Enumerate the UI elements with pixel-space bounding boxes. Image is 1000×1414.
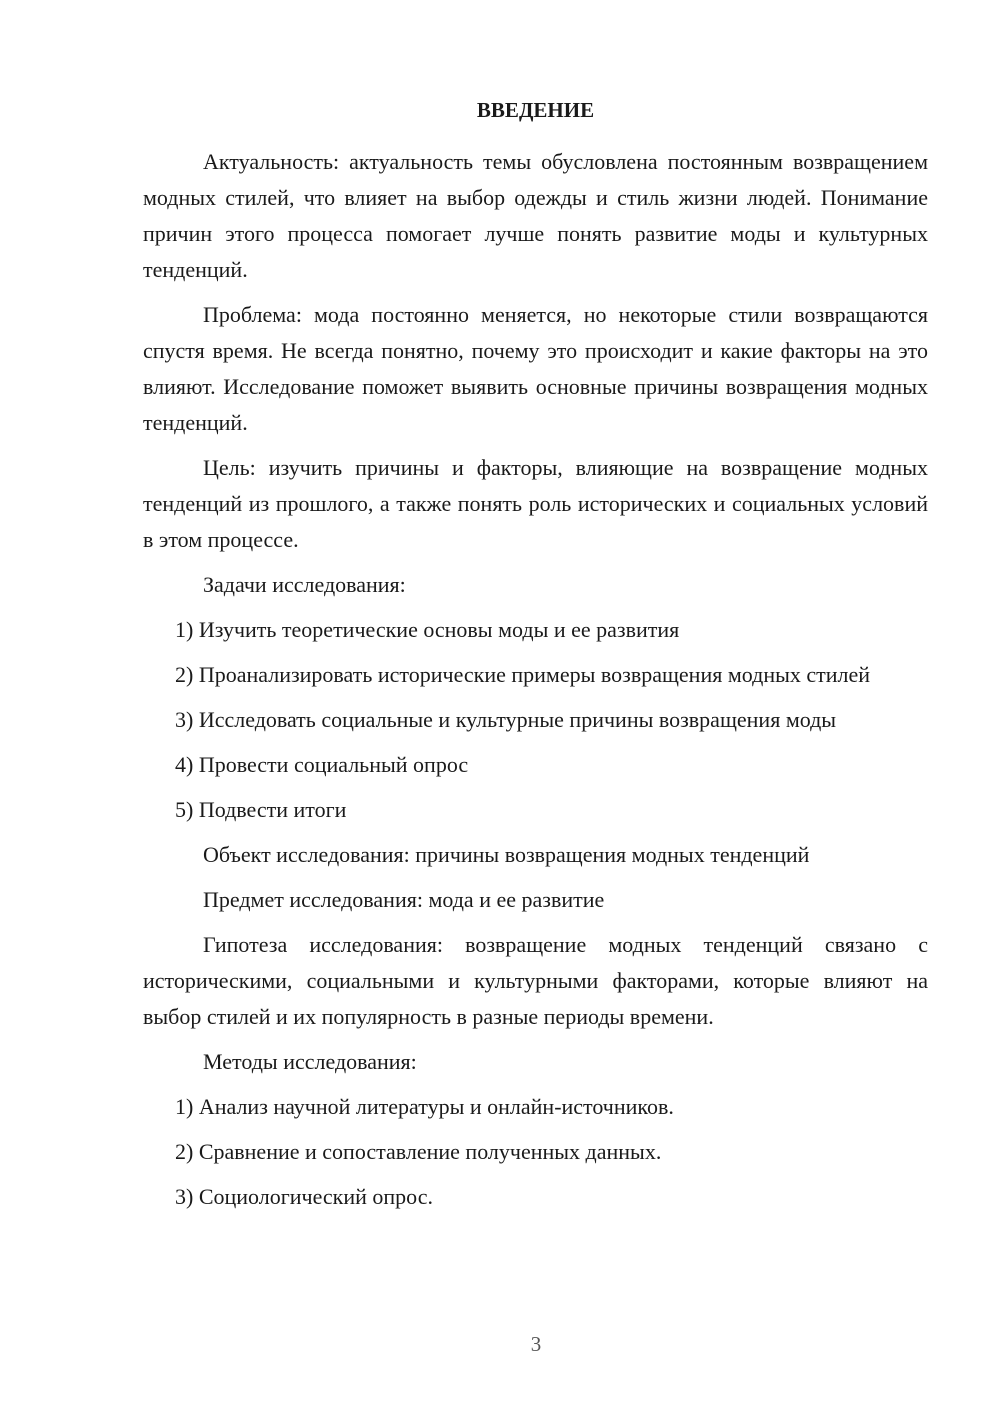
method-item: 1) Анализ научной литературы и онлайн-источников. — [175, 1094, 674, 1119]
page-title: ВВЕДЕНИЕ — [476, 98, 595, 122]
task-item: 2) Проанализировать исторические примеры возвращения модных стилей — [175, 662, 871, 687]
task-item: 4) Провести социальный опрос — [175, 752, 469, 777]
method-item: 2) Сравнение и сопоставление полученных данных. — [175, 1139, 662, 1164]
tasks-heading: Задачи исследования: — [203, 572, 406, 597]
methods-heading: Методы исследования: — [203, 1049, 417, 1074]
object-paragraph: Объект исследования: причины возвращения модных тенденций — [203, 842, 810, 867]
page-number: 3 — [530, 1332, 542, 1356]
hypothesis-paragraph: Гипотеза исследования: возвращение модных тенденций связано с историческими, социальными и культурными факторами, которые влияют на выбор стилей и их популярность в разные периоды времени. — [143, 932, 928, 1029]
goal-paragraph: Цель: изучить причины и факторы, влияющие на возвращение модных тенденций из прошлого, а также понять роль исторических и социальных условий в этом процессе. — [143, 455, 928, 552]
document-body — [143, 92, 928, 1224]
task-item: 5) Подвести итоги — [175, 797, 347, 822]
task-item: 1) Изучить теоретические основы моды и ее развития — [175, 617, 680, 642]
subject-paragraph: Предмет исследования: мода и ее развитие — [203, 887, 605, 912]
problem-paragraph: Проблема: мода постоянно меняется, но некоторые стили возвращаются спустя время. Не всегда понятно, почему это происходит и какие факторы на это влияют. Исследование поможет выявить основные причины возвращения модных тенденций. — [143, 302, 928, 435]
method-item: 3) Социологический опрос. — [175, 1184, 433, 1209]
relevance-paragraph: Актуальность: актуальность темы обусловлена постоянным возвращением модных стилей, что влияет на выбор одежды и стиль жизни людей. Понимание причин этого процесса помогает лучше понять развитие моды и культурных тенденций. — [143, 149, 928, 282]
task-item: 3) Исследовать социальные и культурные причины возвращения моды — [175, 707, 837, 732]
